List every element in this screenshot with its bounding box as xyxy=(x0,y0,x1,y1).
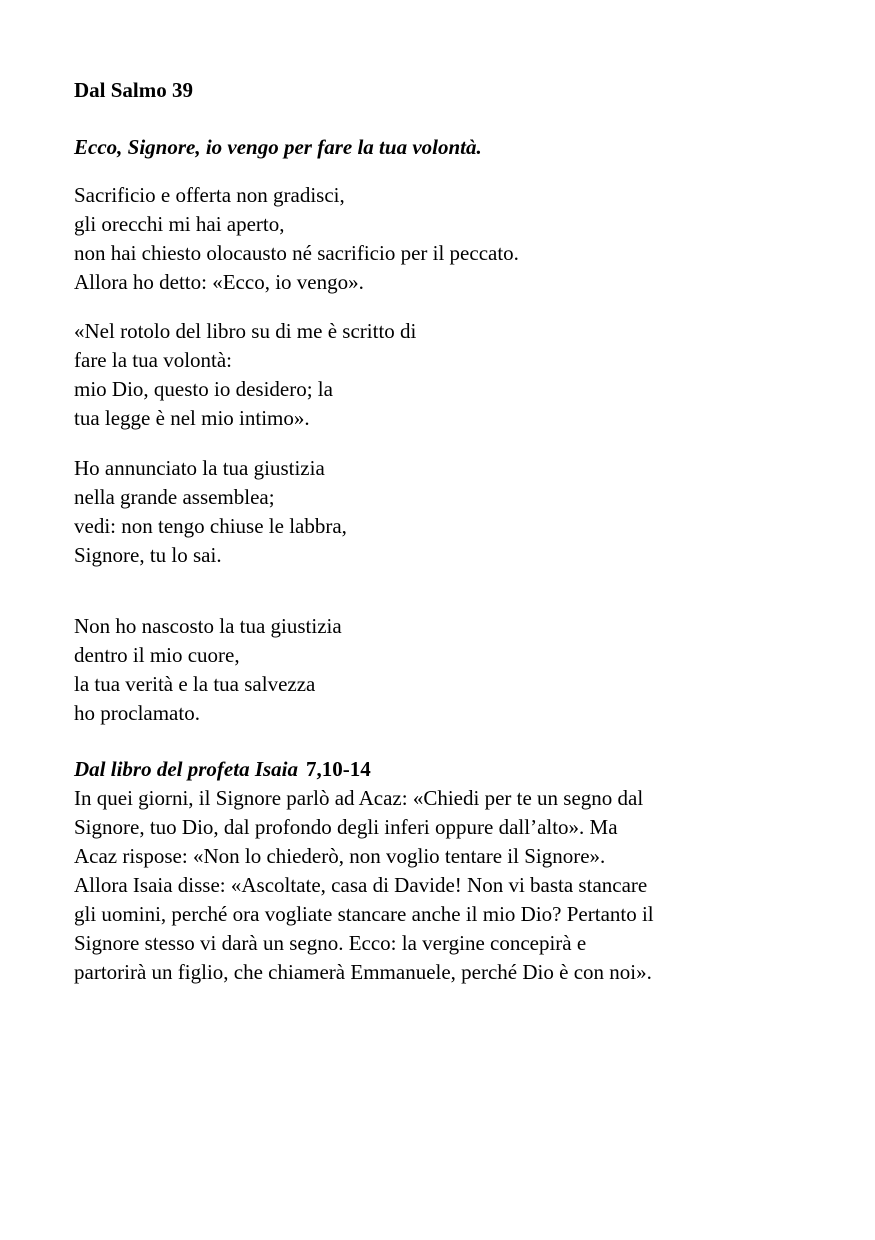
verse-line: Signore, tu lo sai. xyxy=(74,543,222,567)
verse-line: gli orecchi mi hai aperto, xyxy=(74,212,285,236)
reading-line: partorirà un figlio, che chiamerà Emmanuele, perché Dio è con noi». xyxy=(74,960,652,984)
reading-line: Acaz rispose: «Non lo chiederò, non voglio tentare il Signore». xyxy=(74,844,606,868)
reading-heading xyxy=(74,755,371,784)
reading-title: Dal libro del profeta Isaia xyxy=(74,757,298,781)
psalm-refrain: Ecco, Signore, io vengo per fare la tua volontà. xyxy=(74,135,482,159)
verse-line: Sacrificio e offerta non gradisci, xyxy=(74,183,345,207)
reading-line: gli uomini, perché ora vogliate stancare anche il mio Dio? Pertanto il xyxy=(74,902,654,926)
verse-line: Ho annunciato la tua giustizia xyxy=(74,456,325,480)
verse-line: ho proclamato. xyxy=(74,701,200,725)
verse-line: mio Dio, questo io desidero; la xyxy=(74,377,333,401)
reading-line: Signore, tuo Dio, dal profondo degli inferi oppure dall’alto». Ma xyxy=(74,815,618,839)
reading-line: In quei giorni, il Signore parlò ad Acaz: «Chiedi per te un segno dal xyxy=(74,786,644,810)
verse-line: «Nel rotolo del libro su di me è scritto di xyxy=(74,319,417,343)
verse-line: nella grande assemblea; xyxy=(74,485,275,509)
reading-line: Allora Isaia disse: «Ascoltate, casa di Davide! Non vi basta stancare xyxy=(74,873,648,897)
verse-line: Non ho nascosto la tua giustizia xyxy=(74,614,342,638)
reading-reference: 7,10-14 xyxy=(306,757,371,781)
verse-line: vedi: non tengo chiuse le labbra, xyxy=(74,514,347,538)
psalm-heading: Dal Salmo 39 xyxy=(74,78,194,102)
verse-line: tua legge è nel mio intimo». xyxy=(74,406,310,430)
verse-line: fare la tua volontà: xyxy=(74,348,233,372)
verse-line: dentro il mio cuore, xyxy=(74,643,240,667)
verse-line: non hai chiesto olocausto né sacrificio per il peccato. xyxy=(74,241,519,265)
reading-line: Signore stesso vi darà un segno. Ecco: la vergine concepirà e xyxy=(74,931,587,955)
verse-line: la tua verità e la tua salvezza xyxy=(74,672,316,696)
verse-line: Allora ho detto: «Ecco, io vengo». xyxy=(74,270,364,294)
